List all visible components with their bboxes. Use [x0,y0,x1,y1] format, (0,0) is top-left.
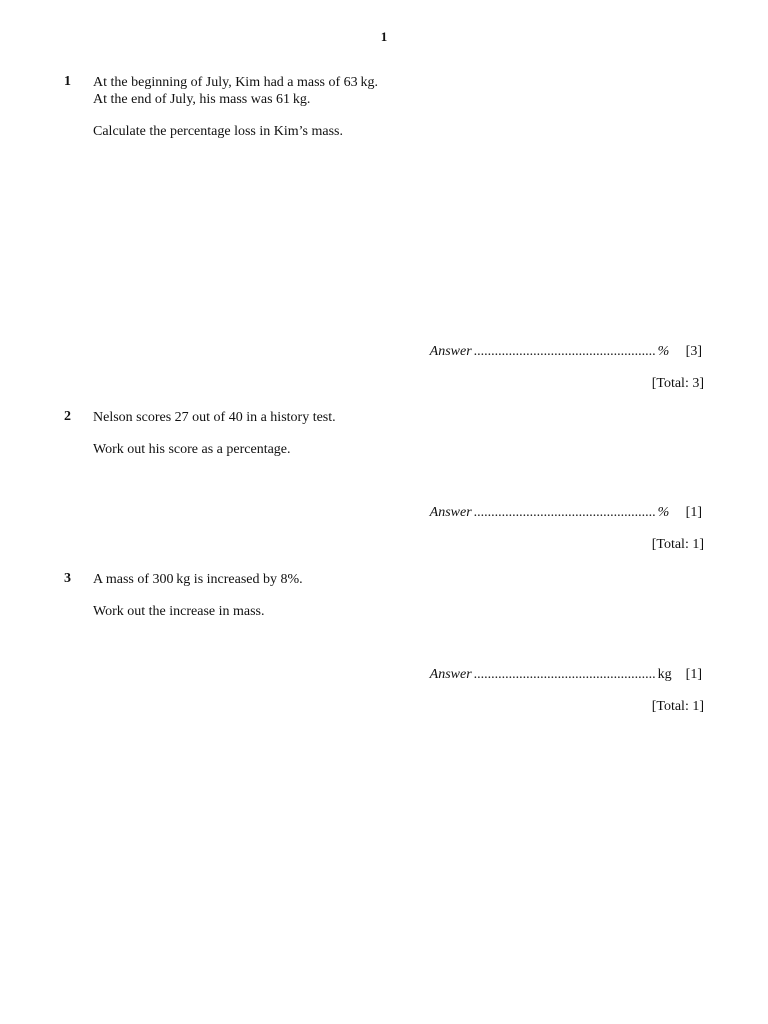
answer-unit: % [657,344,670,359]
answer-line [430,667,702,683]
question-instruction: Work out the increase in mass. [93,604,265,619]
question-instruction: Calculate the percentage loss in Kim’s mass. [93,124,343,139]
answer-line [430,344,702,360]
question-total: [Total: 1] [651,537,704,552]
answer-unit: kg [657,667,672,682]
answer-label: Answer [429,505,472,520]
answer-blank[interactable]: .................................................... [473,667,656,682]
answer-unit: % [657,505,670,520]
question-instruction: Work out his score as a percentage. [93,442,291,457]
answer-marks: [3] [685,344,702,359]
question-text-line: A mass of 300 kg is increased by 8%. [93,572,303,587]
answer-blank[interactable]: .................................................... [473,505,656,520]
question-text-line: At the end of July, his mass was 61 kg. [93,92,311,107]
page-number: 1 [380,29,388,44]
answer-marks: [1] [685,505,702,520]
answer-marks: [1] [685,667,702,682]
question-total: [Total: 3] [651,376,704,391]
question-text-line: At the beginning of July, Kim had a mass of 63 kg. [93,75,378,90]
answer-label: Answer [429,667,472,682]
question-number: 1 [64,74,71,89]
question-number: 2 [64,409,71,424]
answer-label: Answer [429,344,472,359]
question-number: 3 [64,571,71,586]
question-text-line: Nelson scores 27 out of 40 in a history test. [93,410,336,425]
question-total: [Total: 1] [651,699,704,714]
answer-blank[interactable]: .................................................... [473,344,656,359]
answer-line [430,505,702,521]
